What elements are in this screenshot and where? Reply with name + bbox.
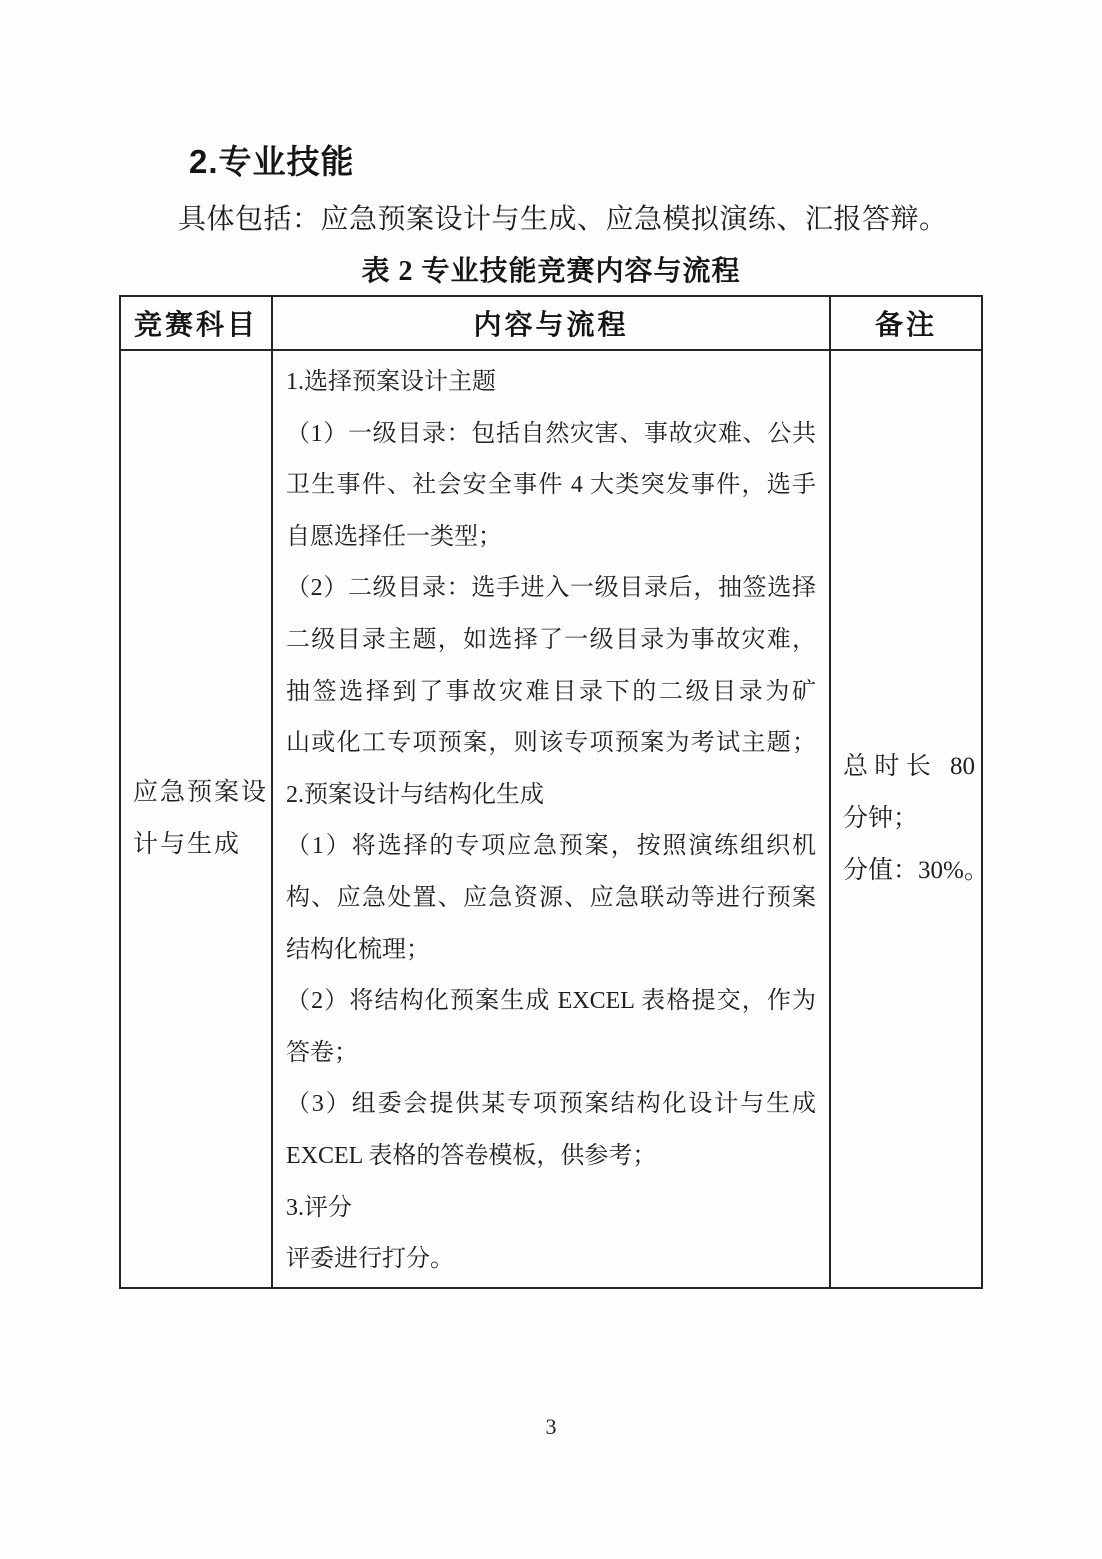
remark-line: 总时长 80 bbox=[843, 753, 975, 780]
content-line: 抽签选择到了事故灾难目录下的二级目录为矿 bbox=[286, 678, 816, 705]
content-line: 山或化工专项预案，则该专项预案为考试主题； bbox=[286, 730, 816, 757]
content-line: 3.评分 bbox=[286, 1194, 352, 1221]
subject-line: 应急预案设 bbox=[133, 779, 269, 806]
table-header-row bbox=[121, 297, 981, 351]
content-line: 构、应急处置、应急资源、应急联动等进行预案 bbox=[286, 884, 816, 911]
content-line: （2）将结构化预案生成 EXCEL 表格提交，作为 bbox=[286, 988, 816, 1015]
content-line: 二级目录主题，如选择了一级目录为事故灾难， bbox=[286, 626, 816, 653]
page-number: 3 bbox=[545, 1414, 557, 1439]
content-line: （1）将选择的专项应急预案，按照演练组织机 bbox=[286, 833, 816, 860]
header-cell-subject: 竞赛科目 bbox=[121, 297, 273, 349]
content-line: EXCEL 表格的答卷模板，供参考； bbox=[286, 1142, 657, 1169]
content-cell bbox=[273, 351, 831, 1287]
header-cell-content: 内容与流程 bbox=[273, 297, 831, 349]
content-line: 结构化梳理； bbox=[286, 936, 430, 963]
content-line: （2）二级目录：选手进入一级目录后，抽签选择 bbox=[286, 575, 816, 602]
competition-table bbox=[119, 295, 989, 1289]
table-row bbox=[121, 351, 989, 1287]
remark-cell bbox=[831, 351, 989, 1287]
content-line: 自愿选择任一类型； bbox=[286, 523, 502, 550]
section-heading: 2.专业技能 bbox=[189, 143, 355, 180]
intro-paragraph: 具体包括：应急预案设计与生成、应急模拟演练、汇报答辩。 bbox=[178, 203, 948, 234]
content-line: 答卷； bbox=[286, 1039, 358, 1066]
remark-line: 分值：30%。 bbox=[843, 857, 989, 884]
content-line: 1.选择预案设计主题 bbox=[286, 369, 496, 395]
subject-line: 计与生成 bbox=[133, 831, 242, 858]
content-line: （3）组委会提供某专项预案结构化设计与生成 bbox=[286, 1091, 816, 1118]
subject-cell bbox=[121, 351, 273, 1287]
content-line: 卫生事件、社会安全事件 4 大类突发事件，选手 bbox=[286, 472, 816, 499]
remark-line: 分钟； bbox=[843, 805, 919, 832]
content-line: 评委进行打分。 bbox=[286, 1246, 454, 1273]
header-cell-remark: 备注 bbox=[874, 310, 937, 341]
table-caption: 表 2 专业技能竞赛内容与流程 bbox=[361, 256, 741, 287]
content-line: 2.预案设计与结构化生成 bbox=[286, 781, 544, 808]
content-line: （1）一级目录：包括自然灾害、事故灾难、公共 bbox=[286, 420, 816, 447]
